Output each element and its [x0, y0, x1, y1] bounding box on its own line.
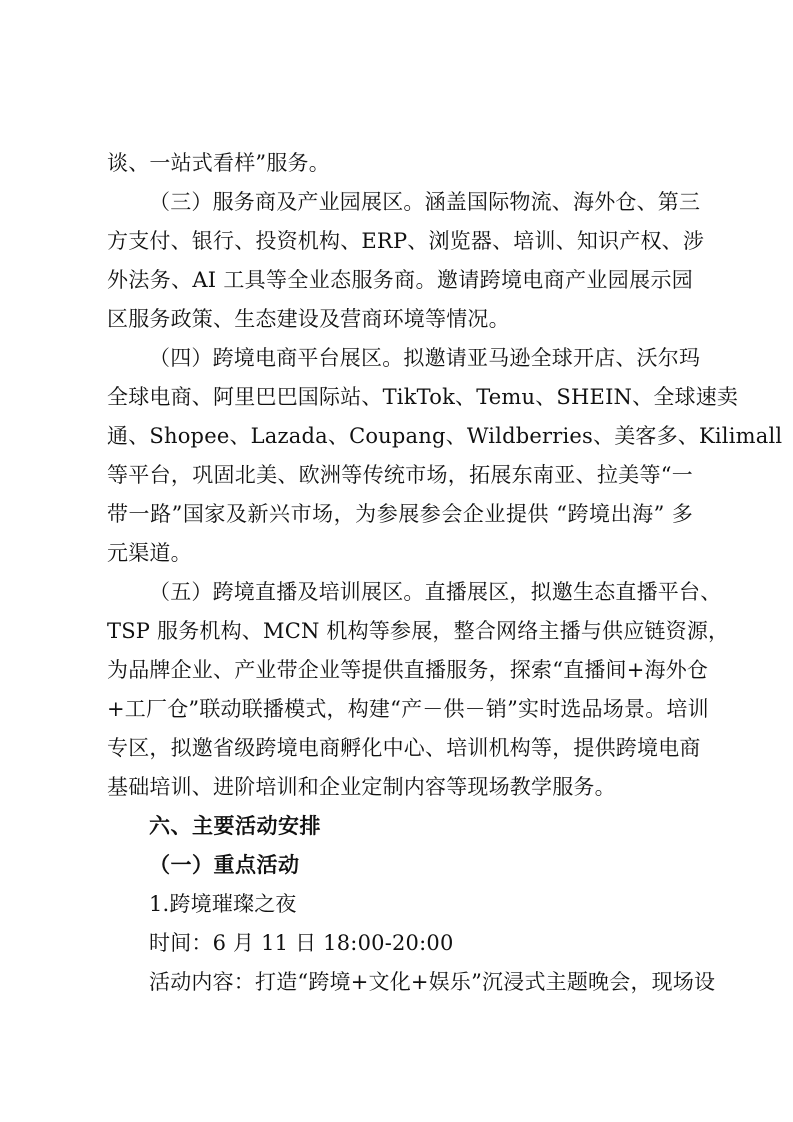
paragraph-line-7: 全球电商、阿里巴巴国际站、TikTok、Temu、SHEIN、全球速卖 — [107, 385, 739, 409]
paragraph-line-3: 方支付、银行、投资机构、ERP、浏览器、培训、知识产权、涉 — [107, 229, 705, 253]
paragraph-line-10: 带一路”国家及新兴市场，为参展参会企业提供 “跨境出海” 多 — [107, 502, 693, 526]
paragraph-line-14: 为品牌企业、产业带企业等提供直播服务，探索“直播间+海外仓 — [107, 658, 709, 682]
paragraph-line-4: 外法务、AI 工具等全业态服务商。邀请跨境电商产业园展示园 — [107, 268, 693, 292]
paragraph-line-1: 谈、一站式看样”服务。 — [107, 151, 330, 175]
paragraph-line-12: （五）跨境直播及培训展区。直播展区，拟邀生态直播平台、 — [149, 580, 722, 604]
paragraph-line-8: 通、Shopee、Lazada、Coupang、Wildberries、美客多、Kilimall — [107, 424, 783, 448]
paragraph-line-15: +工厂仓”联动联播模式，构建“产－供－销”实时选品场景。培训 — [107, 697, 709, 721]
paragraph-line-16: 专区，拟邀省级跨境电商孵化中心、培训机构等，提供跨境电商 — [107, 736, 701, 760]
paragraph-line-11: 元渠道。 — [107, 541, 192, 565]
activity-content: 活动内容：打造“跨境+文化+娱乐”沉浸式主题晚会，现场设 — [149, 970, 716, 994]
section-heading: 六、主要活动安排 — [149, 814, 321, 838]
activity-time: 时间：6 月 11 日 18:00-20:00 — [149, 931, 454, 955]
paragraph-line-2: （三）服务商及产业园展区。涵盖国际物流、海外仓、第三 — [149, 190, 701, 214]
activity-title: 1.跨境璀璨之夜 — [149, 892, 297, 916]
paragraph-line-9: 等平台，巩固北美、欧洲等传统市场，拓展东南亚、拉美等“一 — [107, 463, 693, 487]
paragraph-line-17: 基础培训、进阶培训和企业定制内容等现场教学服务。 — [107, 775, 616, 799]
paragraph-line-5: 区服务政策、生态建设及营商环境等情况。 — [107, 307, 510, 331]
paragraph-line-6: （四）跨境电商平台展区。拟邀请亚马逊全球开店、沃尔玛 — [149, 346, 701, 370]
subsection-heading: （一）重点活动 — [149, 853, 300, 877]
paragraph-line-13: TSP 服务机构、MCN 机构等参展，整合网络主播与供应链资源， — [107, 619, 730, 643]
